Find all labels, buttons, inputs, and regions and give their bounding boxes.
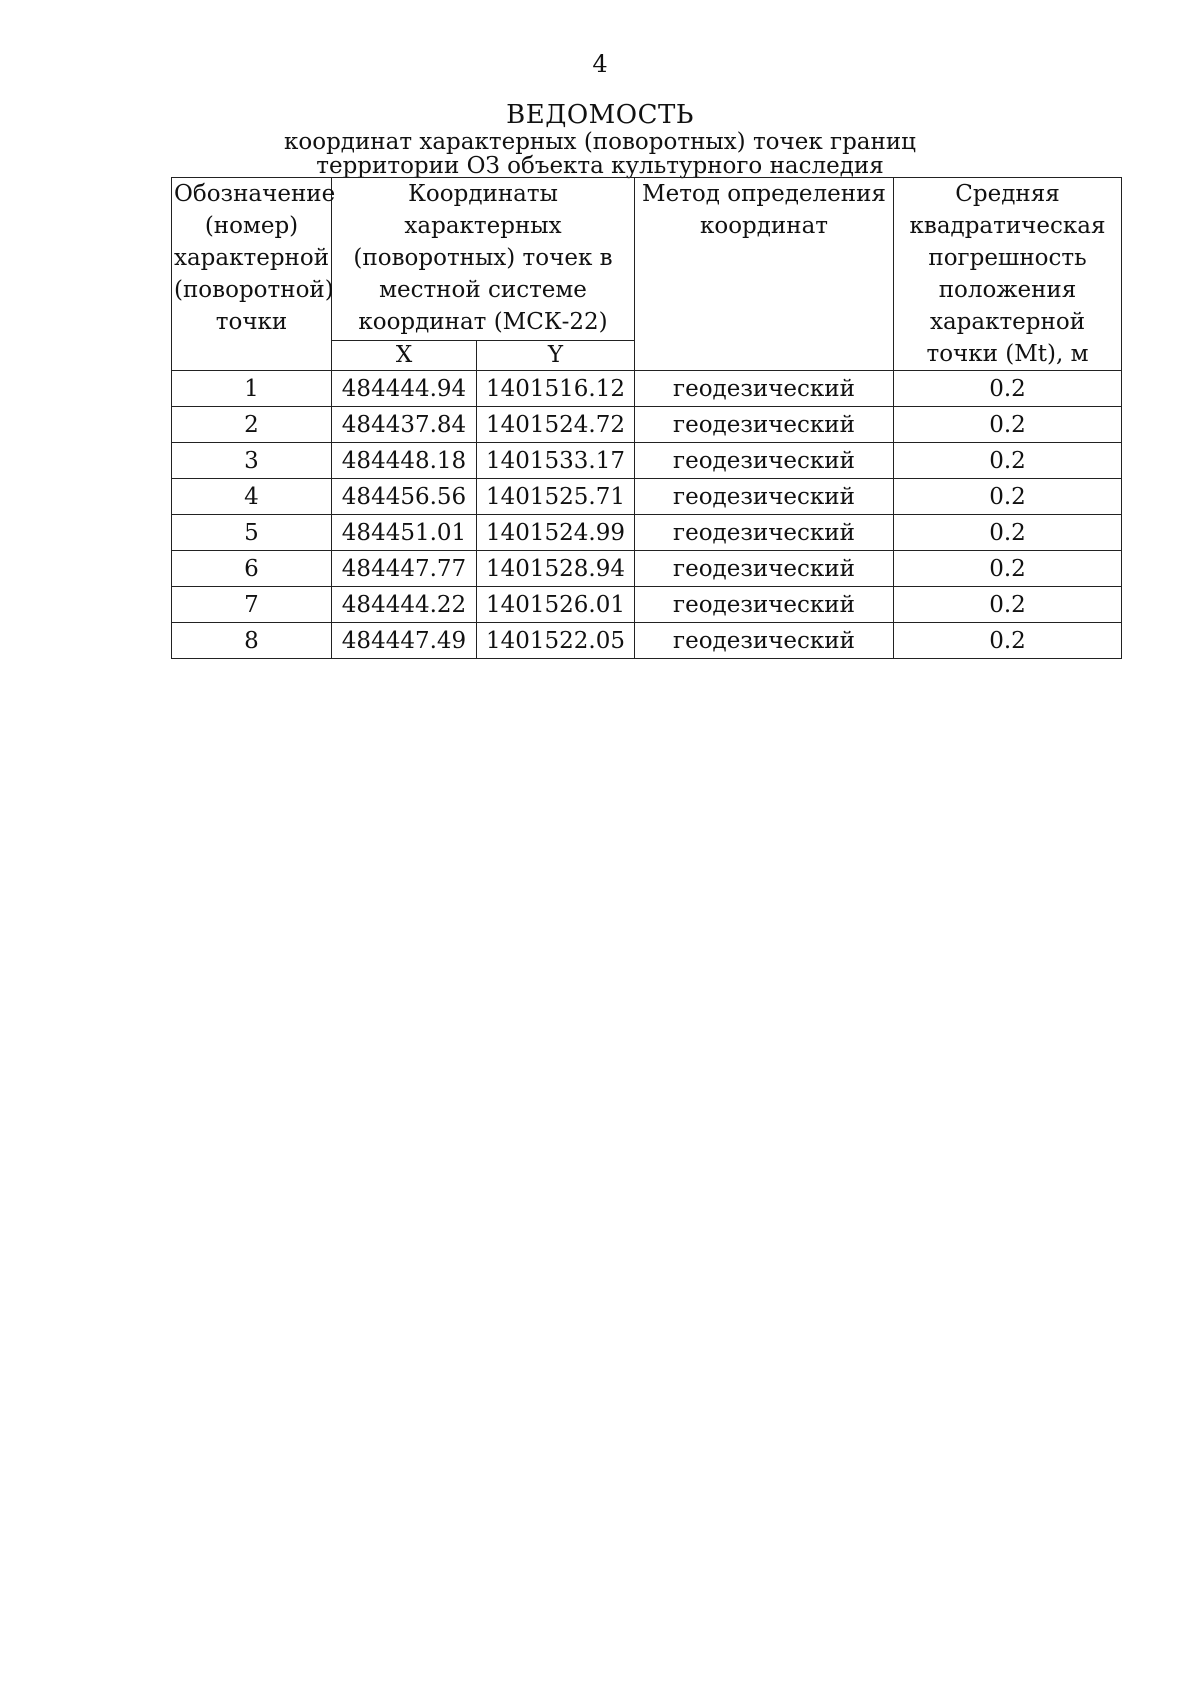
cell-method: геодезический	[635, 479, 894, 515]
cell-mt: 0.2	[894, 515, 1122, 551]
cell-y: 1401524.99	[477, 515, 635, 551]
cell-x: 484447.49	[332, 623, 477, 659]
cell-mt: 0.2	[894, 371, 1122, 407]
table-row	[172, 623, 1122, 659]
cell-point-number: 3	[172, 443, 332, 479]
cell-x: 484447.77	[332, 551, 477, 587]
document-subtitle	[0, 130, 1200, 178]
header-coordinates: Координаты характерных (поворотных) точек в местной системе координат (МСК-22)	[332, 178, 635, 341]
cell-method: геодезический	[635, 587, 894, 623]
cell-point-number: 1	[172, 371, 332, 407]
header-method: Метод определения координат	[635, 178, 894, 371]
cell-mt: 0.2	[894, 479, 1122, 515]
cell-x: 484437.84	[332, 407, 477, 443]
cell-point-number: 5	[172, 515, 332, 551]
cell-x: 484444.94	[332, 371, 477, 407]
cell-x: 484448.18	[332, 443, 477, 479]
cell-mt: 0.2	[894, 407, 1122, 443]
subtitle-line-2: территории ОЗ объекта культурного наследия	[316, 153, 884, 179]
cell-x: 484451.01	[332, 515, 477, 551]
header-y: Y	[477, 340, 635, 370]
cell-y: 1401522.05	[477, 623, 635, 659]
cell-y: 1401528.94	[477, 551, 635, 587]
header-error: Средняя квадратическая погрешность положения характерной точки (Mt), м	[894, 178, 1122, 371]
cell-point-number: 8	[172, 623, 332, 659]
cell-mt: 0.2	[894, 587, 1122, 623]
table-row	[172, 515, 1122, 551]
cell-x: 484456.56	[332, 479, 477, 515]
coordinates-table	[171, 177, 1122, 659]
cell-method: геодезический	[635, 443, 894, 479]
cell-method: геодезический	[635, 515, 894, 551]
cell-y: 1401533.17	[477, 443, 635, 479]
cell-mt: 0.2	[894, 623, 1122, 659]
table-row	[172, 371, 1122, 407]
table-row	[172, 407, 1122, 443]
table-row	[172, 587, 1122, 623]
subtitle-line-1: координат характерных (поворотных) точек границ	[284, 129, 916, 155]
header-x: X	[332, 340, 477, 370]
cell-y: 1401524.72	[477, 407, 635, 443]
document-title: ВЕДОМОСТЬ	[506, 100, 694, 130]
cell-y: 1401516.12	[477, 371, 635, 407]
table-header	[172, 178, 1122, 371]
table-row	[172, 551, 1122, 587]
cell-method: геодезический	[635, 551, 894, 587]
table-body	[172, 371, 1122, 659]
cell-point-number: 4	[172, 479, 332, 515]
cell-method: геодезический	[635, 407, 894, 443]
table-row	[172, 479, 1122, 515]
cell-point-number: 2	[172, 407, 332, 443]
table-row	[172, 443, 1122, 479]
cell-mt: 0.2	[894, 443, 1122, 479]
header-point-designation: Обозначение (номер) характерной (поворотной) точки	[172, 178, 332, 371]
cell-point-number: 7	[172, 587, 332, 623]
cell-x: 484444.22	[332, 587, 477, 623]
cell-y: 1401526.01	[477, 587, 635, 623]
cell-method: геодезический	[635, 623, 894, 659]
cell-mt: 0.2	[894, 551, 1122, 587]
page-number: 4	[592, 50, 608, 78]
cell-point-number: 6	[172, 551, 332, 587]
cell-method: геодезический	[635, 371, 894, 407]
cell-y: 1401525.71	[477, 479, 635, 515]
